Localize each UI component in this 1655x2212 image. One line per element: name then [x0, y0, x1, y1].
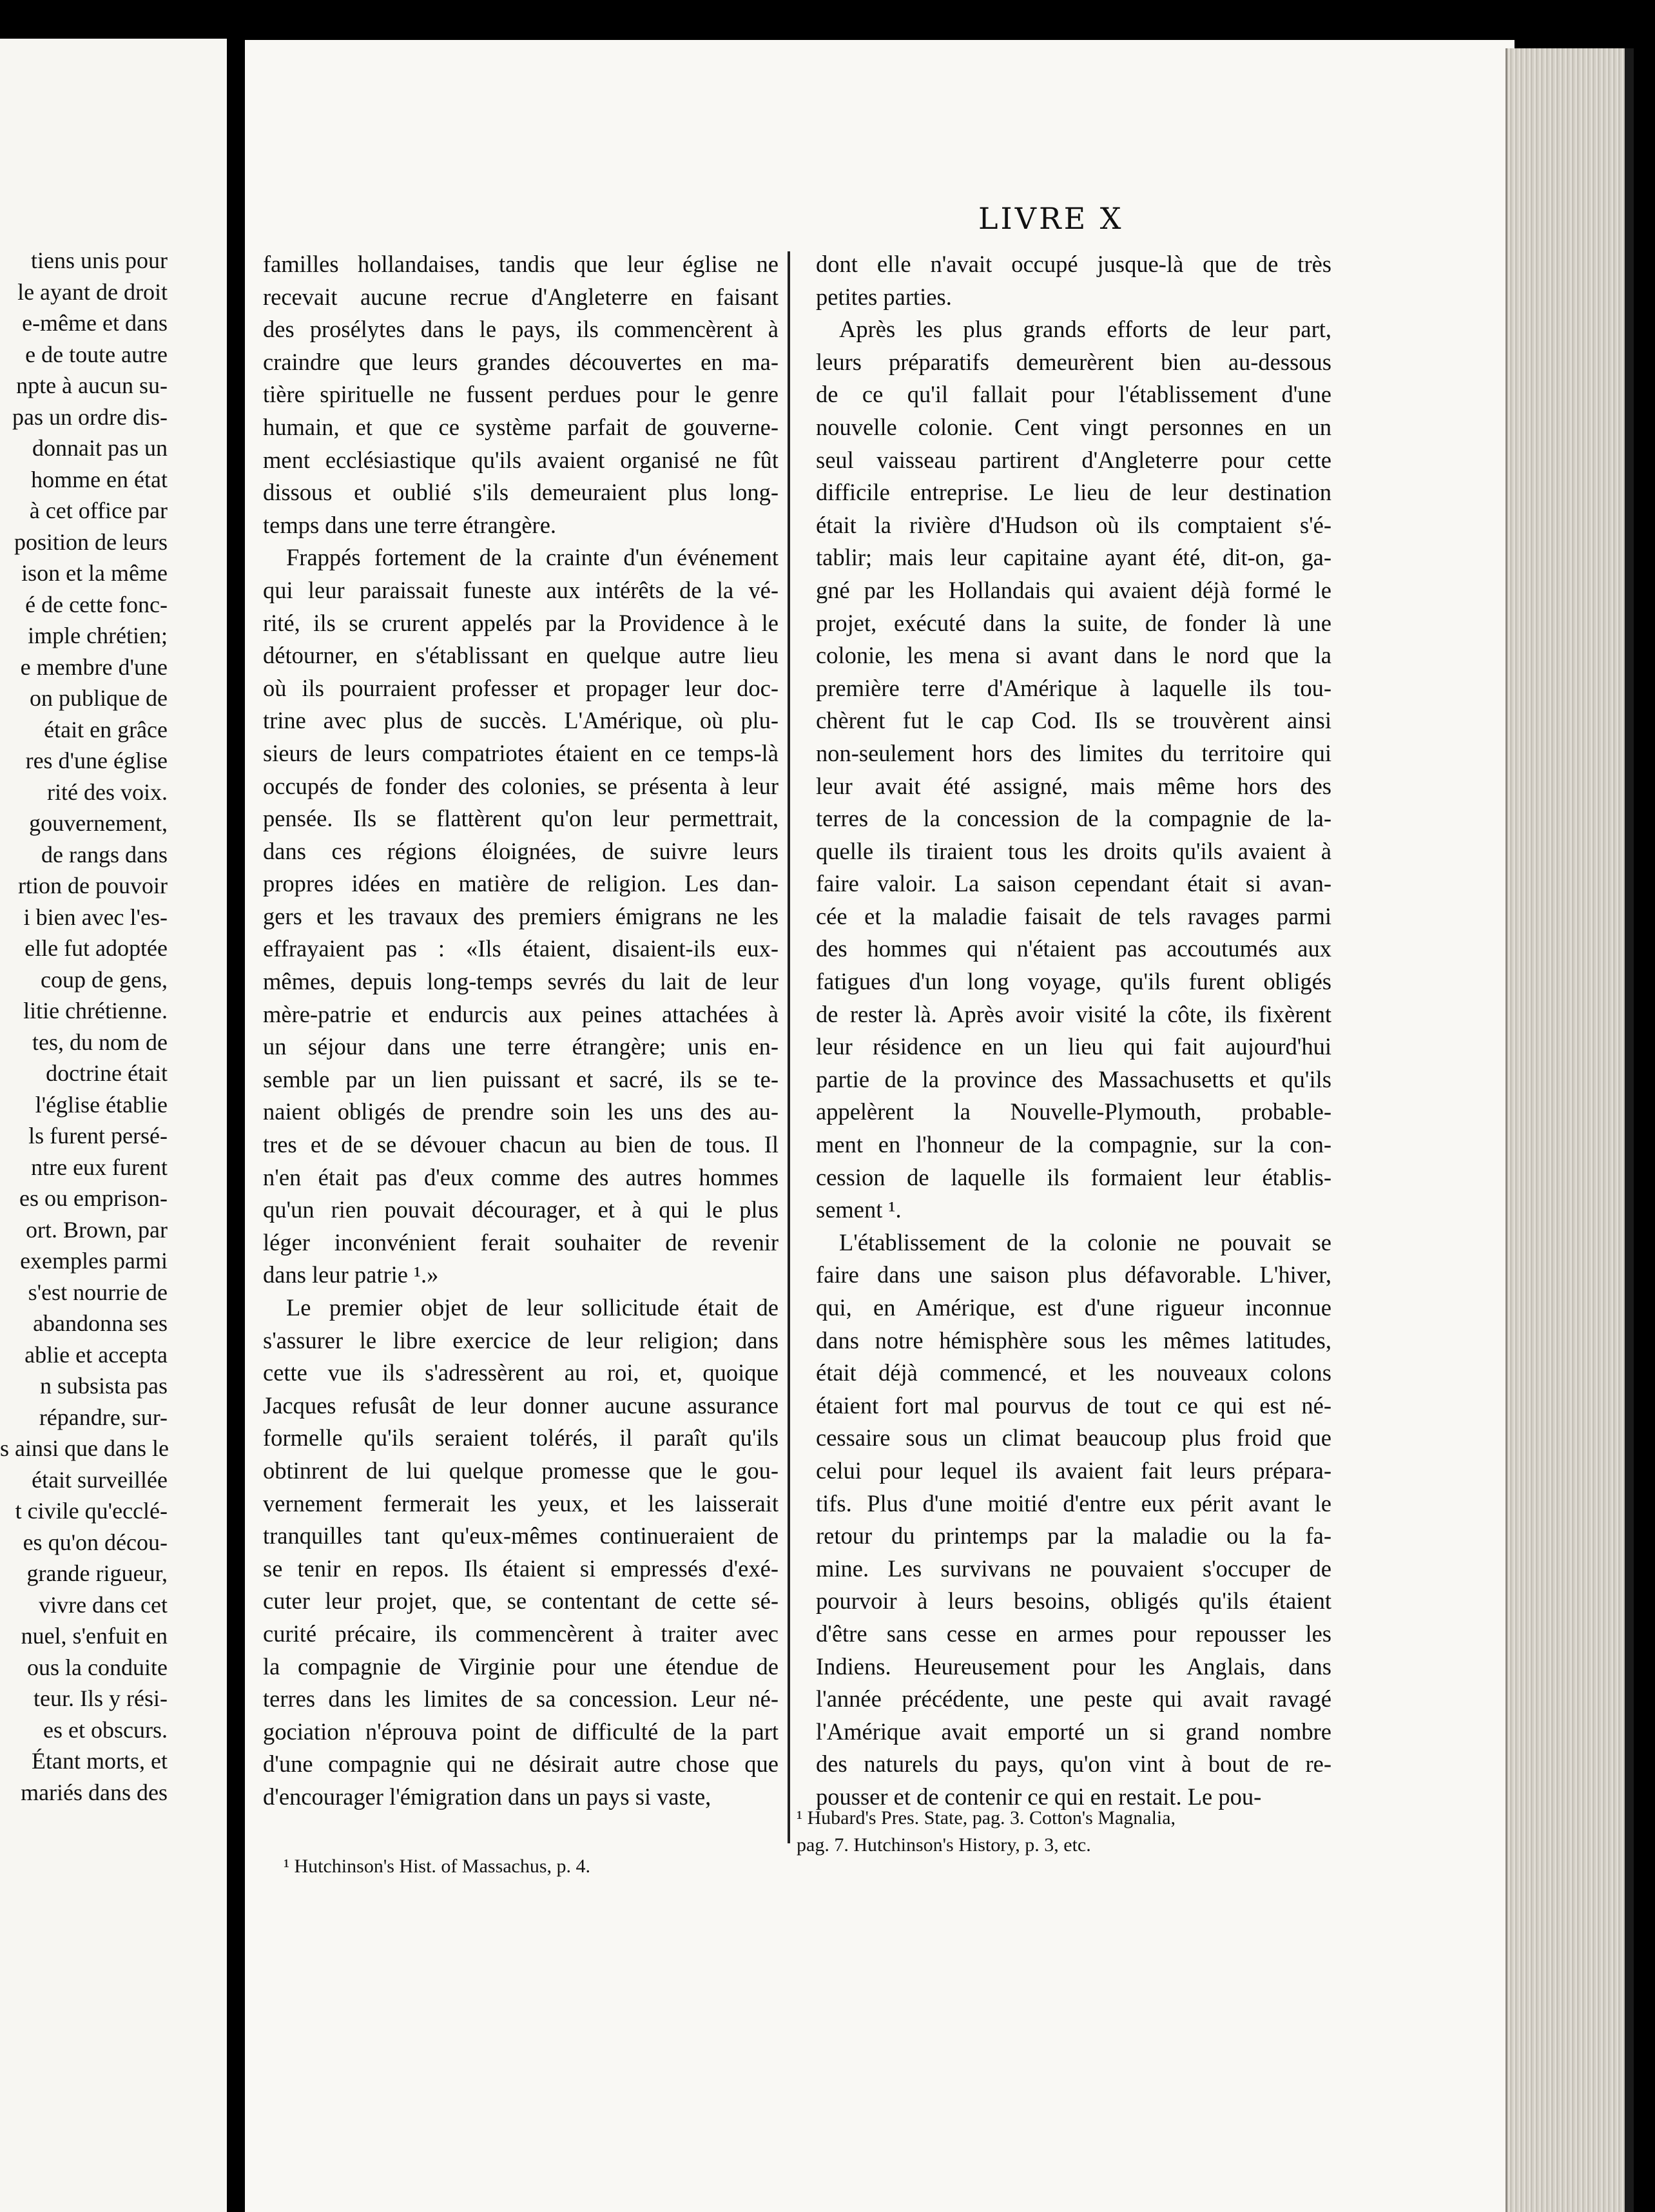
text-line: cée et la maladie faisait de tels ravages parmi	[816, 902, 1331, 929]
text-column-left	[263, 248, 779, 1814]
text-line: tres et de se dévouer chacun au bien de tous. Il	[263, 1131, 779, 1158]
text-line: dissous et oublié s'ils demeuraient plus long-	[263, 479, 779, 506]
text-line: tière spirituelle ne fussent perdues pour le genre	[263, 381, 779, 408]
text-line: leur avait été assigné, mais même hors des	[816, 772, 1331, 799]
text-line: pensée. Ils se flattèrent qu'on leur permettrait,	[263, 805, 779, 832]
facing-page-line: ntre eux furent	[31, 1154, 168, 1180]
text-line: seul vaisseau partirent d'Angleterre pour cette	[816, 446, 1331, 473]
facing-page-line: le ayant de droit	[17, 278, 168, 305]
facing-page-line: tes, du nom de	[32, 1029, 168, 1055]
text-line: occupés de fonder des colonies, se présenta à leur	[263, 772, 779, 799]
facing-page-line: mariés dans des	[21, 1779, 168, 1805]
facing-page-line: ls furent persé-	[28, 1123, 168, 1149]
facing-page-line: ous la conduite	[27, 1654, 168, 1680]
facing-page-line: imple chrétien;	[28, 623, 168, 648]
text-line: temps dans une terre étrangère.	[263, 511, 557, 538]
column-rule	[788, 251, 790, 1843]
facing-page-line: n subsista pas	[40, 1373, 168, 1399]
facing-page-line: rité des voix.	[47, 779, 168, 805]
facing-page-line: répandre, sur-	[39, 1404, 168, 1430]
text-column-right	[816, 248, 1331, 1814]
facing-page-line: pas un ordre dis-	[12, 403, 168, 430]
facing-page-line: teur. Ils y rési-	[34, 1685, 168, 1711]
text-line: étaient fort mal pourvus de tout ce qui est né-	[816, 1392, 1331, 1419]
text-line: ment en l'honneur de la compagnie, sur la con-	[816, 1131, 1331, 1158]
text-line: dont elle n'avait occupé jusque-là que de très	[816, 251, 1331, 277]
text-line: qui leur paraissait funeste aux intérêts de la vé-	[263, 576, 779, 603]
text-line: terres de la concession de la compagnie de la-	[816, 805, 1331, 832]
text-line: trine avec plus de succès. L'Amérique, où plu-	[263, 707, 779, 734]
facing-page-line: vivre dans cet	[39, 1591, 168, 1618]
text-line: quelle ils tiraient tous les droits qu'ils avaient à	[816, 837, 1331, 864]
text-line: colonie, les mena si avant dans le nord que la	[816, 642, 1331, 669]
text-line: obtinrent de lui quelque promesse que le gou-	[263, 1457, 779, 1484]
text-line: dans notre hémisphère sous les mêmes latitudes,	[816, 1326, 1331, 1353]
text-line: chèrent fut le cap Cod. Ils se trouvèrent ainsi	[816, 707, 1331, 734]
text-line: leurs préparatifs demeurèrent bien au-dessous	[816, 348, 1331, 375]
text-line: Frappés fortement de la crainte d'un événement	[286, 544, 779, 571]
text-line: semble par un lien puissant et sacré, ils se te-	[263, 1065, 779, 1092]
text-line: cession de laquelle ils formaient leur établis-	[816, 1163, 1331, 1190]
text-line: qui, en Amérique, est d'une rigueur inconnue	[816, 1294, 1331, 1321]
text-line: pourvoir à leurs besoins, obligés qu'ils étaient	[816, 1587, 1331, 1615]
footnote-line: pag. 7. Hutchinson's History, p. 3, etc.	[797, 1834, 1091, 1856]
text-line: un séjour dans une terre étrangère; unis en-	[263, 1033, 779, 1060]
text-line: recevait aucune recrue d'Angleterre en faisant	[263, 283, 779, 310]
text-line: des naturels du pays, qu'on vint à bout de re-	[816, 1751, 1331, 1778]
facing-page-line: e membre d'une	[20, 654, 168, 680]
facing-page-line: ison et la même	[21, 560, 168, 586]
text-line: faire dans une saison plus défavorable. L'hiver,	[816, 1261, 1331, 1288]
text-line: formelle qu'ils seraient tolérés, il paraît qu'ils	[263, 1424, 779, 1451]
facing-page-line: de rangs dans	[41, 841, 168, 868]
text-line: fatigues d'un long voyage, qu'ils furent obligés	[816, 968, 1331, 995]
facing-page-line: coup de gens,	[41, 966, 168, 993]
text-line: difficile entreprise. Le lieu de leur destination	[816, 479, 1331, 506]
text-line: des hommes qui n'étaient pas accoutumés aux	[816, 935, 1331, 962]
text-line: propres idées en matière de religion. Les dan-	[263, 870, 779, 897]
facing-page-line: on publique de	[30, 685, 168, 711]
facing-page-line: gouvernement,	[29, 810, 168, 836]
facing-page-line: donnait pas un	[32, 435, 168, 461]
text-line: sieurs de leurs compatriotes étaient en ce temps-là	[263, 739, 779, 766]
text-line: dans ces régions éloignées, de suivre leurs	[263, 837, 779, 864]
text-line: petites parties.	[816, 283, 952, 310]
text-line: dans leur patrie ¹.»	[263, 1261, 439, 1288]
footnotes-right	[797, 1805, 1312, 1859]
running-title: LIVRE X	[978, 201, 1124, 236]
text-line: s'assurer le libre exercice de leur religion; dans	[263, 1326, 779, 1353]
text-line: la compagnie de Virginie pour une étendue de	[263, 1653, 779, 1680]
footnote-line: ¹ Hutchinson's Hist. of Massachus, p. 4.	[284, 1856, 591, 1877]
facing-page-line: nuel, s'enfuit en	[21, 1623, 168, 1649]
text-line: cessaire sous un climat beaucoup plus froid que	[816, 1424, 1331, 1451]
facing-page-line: exemples parmi	[20, 1248, 168, 1274]
text-line: Jacques refusât de leur donner aucune assurance	[263, 1392, 779, 1419]
text-line: mêmes, depuis long-temps sevrés du lait de leur	[263, 968, 779, 995]
text-line: d'être sans cesse en armes pour repousser les	[816, 1620, 1331, 1647]
text-line: faire valoir. La saison cependant était si avan-	[816, 870, 1331, 897]
text-line: effrayaient pas : «Ils étaient, disaient-ils eux-	[263, 935, 779, 962]
text-line: nouvelle colonie. Cent vingt personnes en un	[816, 413, 1331, 440]
text-line: partie de la province des Massachusetts et qu'ils	[816, 1065, 1331, 1092]
facing-page-left	[0, 39, 227, 2212]
text-line: tablir; mais leur capitaine ayant été, dit-on, ga-	[816, 544, 1331, 571]
text-line: de rester là. Après avoir visité la côte, ils fixèrent	[816, 1000, 1331, 1027]
text-line: cette vue ils s'adressèrent au roi, et, quoique	[263, 1359, 779, 1386]
facing-page-line: abandonna ses	[33, 1310, 168, 1336]
text-line: détourner, en s'établissant en quelque autre lieu	[263, 642, 779, 669]
text-line: tranquilles tant qu'eux-mêmes continueraient de	[263, 1522, 779, 1549]
text-line: se tenir en repos. Ils étaient si empressés d'exé-	[263, 1555, 779, 1582]
page-header	[245, 201, 1515, 246]
text-line: gers et les travaux des premiers émigrans ne les	[263, 902, 779, 929]
text-line: curité précaire, ils commencèrent à traiter avec	[263, 1620, 779, 1647]
text-line: gociation n'éprouva point de difficulté de la part	[263, 1718, 779, 1745]
facing-page-line: position de leurs	[14, 529, 168, 555]
text-line: d'encourager l'émigration dans un pays si vaste,	[263, 1783, 711, 1810]
text-line: qu'un rien pouvait décourager, et à qui le plus	[263, 1196, 779, 1223]
text-line: sement ¹.	[816, 1196, 902, 1223]
text-line: cuter leur projet, que, se contentant de cette sé-	[263, 1587, 779, 1615]
facing-page-line: es et obscurs.	[43, 1716, 168, 1743]
facing-page-line: i bien avec l'es-	[23, 904, 168, 930]
text-line: Après les plus grands efforts de leur part,	[839, 316, 1331, 343]
text-line: vernement fermerait les yeux, et les laisserait	[263, 1489, 779, 1517]
facing-page-line: à cet office par	[29, 498, 168, 523]
text-line: leur résidence en un lieu qui fait aujourd'hui	[816, 1033, 1331, 1060]
facing-page-line: était surveillée	[32, 1466, 168, 1493]
facing-page-line: res d'une église	[25, 748, 168, 773]
text-line: des prosélytes dans le pays, ils commencèrent à	[263, 316, 779, 343]
book-page-edges	[1505, 48, 1634, 2212]
footnotes-left	[284, 1853, 799, 1880]
facing-page-line: ablie et accepta	[24, 1341, 168, 1368]
text-line: d'une compagnie qui ne désirait autre chose que	[263, 1751, 779, 1778]
text-line: non-seulement hors des limites du territoire qui	[816, 739, 1331, 766]
footnote-line: ¹ Hubard's Pres. State, pag. 3. Cotton's Magnalia,	[797, 1807, 1176, 1829]
text-line: gné par les Hollandais qui avaient déjà formé le	[816, 576, 1331, 603]
facing-page-line: tiens unis pour	[31, 247, 168, 273]
text-line: L'établissement de la colonie ne pouvait se	[839, 1228, 1331, 1256]
text-line: mère-patrie et endurcis aux peines attachées à	[263, 1000, 779, 1027]
text-line: l'Amérique avait emporté un si grand nombre	[816, 1718, 1331, 1745]
facing-page-line: elle fut adoptée	[24, 935, 168, 961]
facing-page-line: es ou emprison-	[19, 1185, 168, 1211]
facing-page-line: e-même et dans	[22, 310, 168, 336]
text-line: était la rivière d'Hudson où ils comptaient s'é-	[816, 511, 1331, 538]
facing-page-line: était en grâce	[44, 716, 168, 742]
facing-page-line: s'est nourrie de	[28, 1279, 168, 1305]
facing-page-line: Étant morts, et	[32, 1748, 168, 1774]
text-line: appelèrent la Nouvelle-Plymouth, probable-	[816, 1098, 1331, 1125]
text-line: craindre que leurs grandes découvertes en ma-	[263, 348, 779, 375]
text-line: tifs. Plus d'une moitié d'entre eux périt avant le	[816, 1489, 1331, 1517]
text-line: Indiens. Heureusement pour les Anglais, dans	[816, 1653, 1331, 1680]
facing-page-line: ort. Brown, par	[26, 1216, 168, 1243]
facing-page-line: homme en état	[31, 466, 168, 492]
facing-page-line: npte à aucun su-	[16, 373, 168, 398]
text-line: ment ecclésiastique qu'ils avaient organisé ne fût	[263, 446, 779, 473]
text-line: où ils pourraient professer et propager leur doc-	[263, 674, 779, 701]
text-line: pousser et de contenir ce qui en restait. Le pou-	[816, 1783, 1262, 1810]
text-line: humain, et que ce système parfait de gouverne-	[263, 413, 779, 440]
text-line: rité, ils se crurent appelés par la Providence à le	[263, 609, 779, 636]
text-line: première terre d'Amérique à laquelle ils tou-	[816, 674, 1331, 701]
text-line: de ce qu'il fallait pour l'établissement d'une	[816, 381, 1331, 408]
text-line: retour du printemps par la maladie ou la fa-	[816, 1522, 1331, 1549]
text-line: l'année précédente, une peste qui avait ravagé	[816, 1685, 1331, 1712]
text-line: Le premier objet de leur sollicitude était de	[286, 1294, 779, 1321]
facing-page-lines	[0, 245, 227, 1808]
facing-page-line: e de toute autre	[25, 341, 168, 367]
facing-page-line: s ainsi que dans le	[0, 1435, 169, 1461]
facing-page-line: rtion de pouvoir	[18, 873, 168, 898]
text-line: projet, exécuté dans la suite, de fonder là une	[816, 609, 1331, 636]
facing-page-line: litie chrétienne.	[23, 998, 168, 1024]
text-line: léger inconvénient ferait souhaiter de revenir	[263, 1228, 779, 1256]
text-line: terres dans les limites de sa concession. Leur né-	[263, 1685, 779, 1712]
text-line: n'en était pas d'eux comme des autres hommes	[263, 1163, 779, 1190]
text-line: celui pour lequel ils avaient fait leurs prépara-	[816, 1457, 1331, 1484]
facing-page-line: l'église établie	[35, 1091, 168, 1118]
text-line: mine. Les survivans ne pouvaient s'occuper de	[816, 1555, 1331, 1582]
facing-page-line: t civile qu'ecclé-	[15, 1498, 168, 1524]
facing-page-line: grande rigueur,	[26, 1560, 168, 1586]
facing-page-line: es qu'on décou-	[23, 1529, 168, 1555]
text-line: naient obligés de prendre soin les uns des au-	[263, 1098, 779, 1125]
facing-page-line: é de cette fonc-	[25, 591, 168, 617]
facing-page-line: doctrine était	[46, 1060, 168, 1086]
text-line: familles hollandaises, tandis que leur église ne	[263, 251, 779, 277]
text-line: était déjà commencé, et les nouveaux colons	[816, 1359, 1331, 1386]
